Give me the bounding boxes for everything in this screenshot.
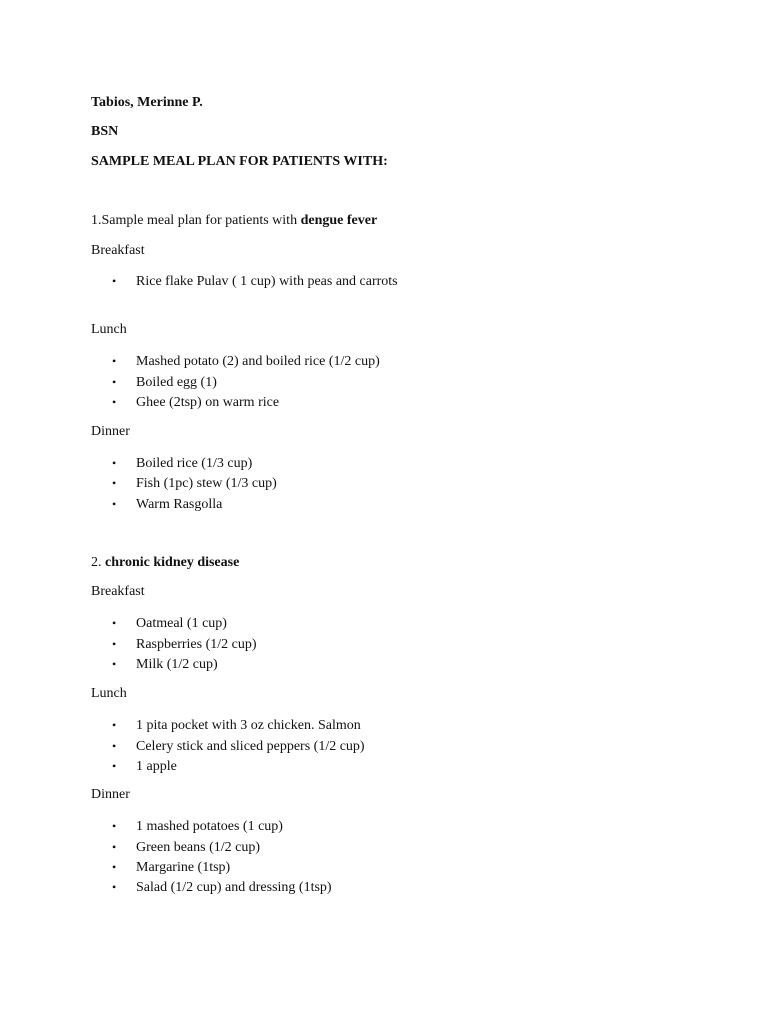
bullet-icon: • (112, 616, 117, 630)
bullet-icon: • (112, 354, 117, 368)
section-1-dinner-label: Dinner (91, 424, 130, 439)
bullet-icon: • (112, 657, 117, 671)
section-2-condition: chronic kidney disease (105, 555, 240, 570)
list-item: • 1 mashed potatoes (1 cup) (112, 819, 283, 834)
section-1-lunch-label: Lunch (91, 322, 127, 337)
bullet-icon: • (112, 880, 117, 894)
list-item: • Margarine (1tsp) (112, 860, 231, 875)
list-item: • Boiled egg (1) (112, 375, 217, 390)
section-2-breakfast-label: Breakfast (91, 584, 145, 599)
section-1-condition: dengue fever (300, 213, 378, 228)
bullet-icon: • (112, 395, 117, 409)
section-1-breakfast-label: Breakfast (91, 243, 145, 258)
bullet-icon: • (112, 739, 117, 753)
bullet-icon: • (112, 456, 117, 470)
section-2-lunch-label: Lunch (91, 686, 127, 701)
author-name: Tabios, Merinne P. (91, 95, 203, 110)
list-item: • Salad (1/2 cup) and dressing (1tsp) (112, 880, 332, 895)
list-item: • Green beans (1/2 cup) (112, 840, 261, 855)
bullet-icon: • (112, 637, 117, 651)
document-title: SAMPLE MEAL PLAN FOR PATIENTS WITH: (91, 154, 388, 169)
bullet-icon: • (112, 375, 117, 389)
list-item: • Celery stick and sliced peppers (1/2 cup) (112, 739, 365, 754)
list-item: • Raspberries (1/2 cup) (112, 637, 257, 652)
list-item: • Boiled rice (1/3 cup) (112, 456, 253, 471)
list-item: • 1 apple (112, 759, 177, 774)
section-1-heading (91, 213, 377, 229)
section-1-heading-text: 1.Sample meal plan for patients with (91, 213, 301, 228)
list-item: • Rice flake Pulav ( 1 cup) with peas and carrots (112, 274, 398, 289)
list-item: • Fish (1pc) stew (1/3 cup) (112, 476, 277, 491)
bullet-icon: • (112, 274, 117, 288)
list-item: • Mashed potato (2) and boiled rice (1/2 cup) (112, 354, 380, 369)
bullet-icon: • (112, 476, 117, 490)
program-label: BSN (91, 124, 119, 139)
section-2-heading-text: 2. (91, 555, 105, 570)
list-item: • Warm Rasgolla (112, 497, 223, 512)
bullet-icon: • (112, 718, 117, 732)
bullet-icon: • (112, 819, 117, 833)
section-2-heading (91, 555, 239, 571)
section-2-dinner-label: Dinner (91, 787, 130, 802)
list-item: • 1 pita pocket with 3 oz chicken. Salmon (112, 718, 361, 733)
bullet-icon: • (112, 860, 117, 874)
bullet-icon: • (112, 840, 117, 854)
bullet-icon: • (112, 759, 117, 773)
list-item: • Ghee (2tsp) on warm rice (112, 395, 280, 410)
bullet-icon: • (112, 497, 117, 511)
list-item: • Milk (1/2 cup) (112, 657, 218, 672)
list-item: • Oatmeal (1 cup) (112, 616, 227, 631)
